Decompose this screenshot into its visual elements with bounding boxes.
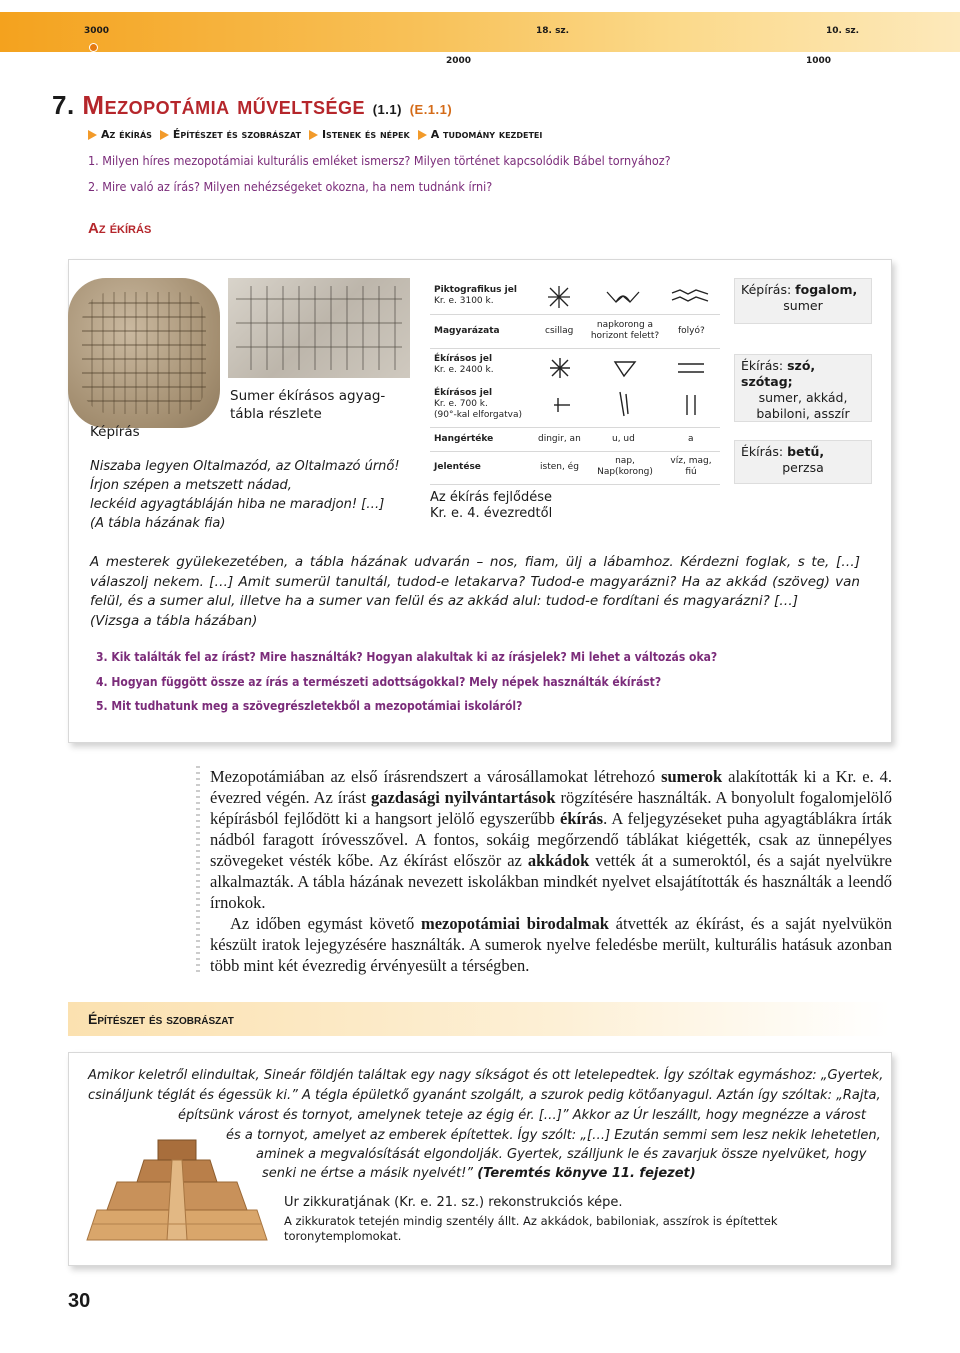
timeline-bar [0, 12, 960, 52]
timeline-label-10sz: 10. sz. [826, 26, 860, 36]
question-1: 1. Milyen híres mezopotámiai kulturális emléket ismersz? Milyen történet kapcsolódik Bábel tornyához? [88, 153, 671, 168]
arrow-icon [418, 130, 427, 140]
timeline [0, 0, 960, 74]
late-cuneiform-sun-icon [614, 390, 634, 418]
topic-list [88, 128, 542, 141]
cuneiform-relief-image [228, 278, 410, 378]
biblical-line: aminek a megvalósítását elgondolják. Gyertek, szálljunk le és zavarjuk össze nyelvüket, hogy [256, 1147, 867, 1162]
topic-item: Istenek és népek [309, 128, 410, 141]
late-cuneiform-star-icon [552, 394, 574, 416]
row-label: Magyarázata [434, 326, 500, 336]
question-2: 2. Mire való az írás? Milyen nehézségeket okozna, ha nem tudnánk írni? [88, 179, 493, 194]
row-label: Ékírásos jel Kr. e. 700 k. (90°-kal elforgatva) [434, 388, 523, 420]
timeline-marker [89, 43, 98, 52]
biblical-line: Amikor keletről elindultak, Sineár földjén találtak egy nagy síkságot és ott letelepedtek. Így szóltak egymáshoz: „Gyertek, [88, 1068, 884, 1083]
source-text: A mesterek gyülekezetében, a tábla házának udvarán – nos, fiam, ülj a lábamhoz. Kérdezni foglak, s te, […] válaszolj nekem. […] Amit sumerül tanultál, tudod-e letakarva? Tudod-e magyarázni? Ha az akkád (szöveg) van felül, és a sumer alul, illetve ha a sumer van felül és az akkád alul: tudod-e fordítani és magyarázni? […] (Vizsga a tábla házában) [90, 554, 860, 629]
question-3: 3. Kik találták fel az írást? Mire használták? Hogyan alakultak ki az írásjelek? Mi lehet a változás oka? [96, 650, 718, 664]
arrow-icon [88, 130, 97, 140]
sign-table-caption: Az ékírás fejlődése Kr. e. 4. évezredtől [430, 490, 553, 521]
chapter-title: 7. Mezopotámia műveltsége (1.1) (E.1.1) [52, 90, 453, 120]
row-label: Jelentése [434, 462, 481, 472]
clay-tablet-image [68, 278, 220, 428]
section-heading-ekiras: Az ékírás [88, 220, 152, 237]
kepiras-label: Képírás [90, 424, 140, 440]
ziggurat-note: A zikkuratok tetején mindig szentély állt. Az akkádok, babiloniak, asszírok is építettek toronytemplomokat. [284, 1214, 778, 1243]
timeline-label-1000: 1000 [806, 56, 832, 66]
question-4: 4. Hogyan függött össze az írás a természeti adottságokkal? Mely népek használták ékírást? [96, 675, 662, 689]
cuneiform-star-icon [548, 356, 572, 380]
row-label: Ékírásos jel Kr. e. 2400 k. [434, 354, 494, 375]
row-label: Hangértéke [434, 434, 494, 444]
biblical-line: csináljunk téglát és égessük ki.” A tégla épületkő gyanánt szolgált, a szurok pedig kötőanyagul. Aztán így szóltak: „Rajta, [88, 1088, 881, 1103]
biblical-line: építsünk várost és tornyot, amelynek teteje az égig ér. […]” Akkor az Úr leszállt, hogy megnézze a várost [178, 1108, 866, 1123]
row-label: Piktografikus jel Kr. e. 3100 k. [434, 285, 517, 306]
arrow-icon [309, 130, 318, 140]
source-ref: (Vizsga a tábla házában) [90, 612, 258, 629]
cuneiform-sun-icon [612, 356, 638, 380]
water-sign-icon [670, 288, 710, 306]
timeline-label-18sz: 18. sz. [536, 26, 570, 36]
topic-item: Az ékírás [88, 128, 152, 141]
timeline-label-3000: 3000 [84, 26, 110, 36]
sunrise-sign-icon [604, 286, 642, 306]
biblical-line: és a tornyot, amelyet az emberek építettek. Így szólt: „[…] Ezután semmi sem lesz nekik lehetetlen, [226, 1128, 881, 1143]
margin-dots [196, 766, 200, 976]
ziggurat-caption: Ur zikkuratjának (Kr. e. 21. sz.) rekonstrukciós képe. [284, 1195, 623, 1210]
poem: Niszaba legyen Oltalmazód, az Oltalmazó úrnő! Írjon szépen a metszett nádad, leckéid agyagtábláján hiba ne maradjon! […] (A tábla házának fia) [90, 459, 400, 531]
timeline-label-2000: 2000 [446, 56, 472, 66]
topic-item: A tudomány kezdetei [418, 128, 543, 141]
biblical-line: senki ne értse a másik nyelvét!” (Teremtés könyve 11. fejezet) [262, 1166, 696, 1181]
body-text: Mezopotámiában az első írásrendszert a városállamokat létrehozó sumerok alakították ki a Kr. e. 4. évezred végén. Az írást gazdasági nyilvántartások rögzítésére használták. A bonyolult fogalomjelölő képírásból fejlődött ki a hangsort jelölő egyszerűbb ékírás. A feljegyzéseket puha agyagtáblákra írták nádból faragott íróvesszővel. A fontos, sokáig megőrzendő táblákat kiégették, csak az ünnepélyes szövegeket vésték kőbe. Az ékírást először az akkádok vették át a sumeroktól, és a saját nyelvükre alkalmazták. A tábla házának nevezett iskolákban mindkét nyelvet elsajátították és használták a leendő írnokok. Az időben egymást követő mezopotámiai birodalmak átvették az ékírást, és a saját nyelvükön készült iratok lejegyzésére használták. A sumerok nyelve feledésbe merült, kulturális hatásuk azonban több mint két évezredig érvényesült a térségben. [210, 767, 893, 975]
question-5: 5. Mit tudhatunk meg a szövegrészletekből a mezopotámiai iskoláról? [96, 699, 523, 713]
topic-item: Építészet és szobrászat [160, 128, 301, 141]
side-box-ekiras-szotag: Ékírás: szó, szótag; sumer, akkád, babiloni, asszír [734, 354, 872, 422]
side-box-kepiras: Képírás: fogalom, sumer [734, 278, 872, 324]
section-heading-epiteszet: Építészet és szobrászat [88, 1011, 234, 1027]
late-cuneiform-water-icon [682, 392, 702, 418]
star-sign-icon [544, 284, 574, 310]
cuneiform-water-icon [676, 358, 706, 378]
side-box-ekiras-betu: Ékírás: betű, perzsa [734, 440, 872, 484]
page-number: 30 [68, 1290, 91, 1312]
arrow-icon [160, 130, 169, 140]
relief-caption: Sumer ékírásos agyag-tábla részlete [230, 388, 386, 422]
